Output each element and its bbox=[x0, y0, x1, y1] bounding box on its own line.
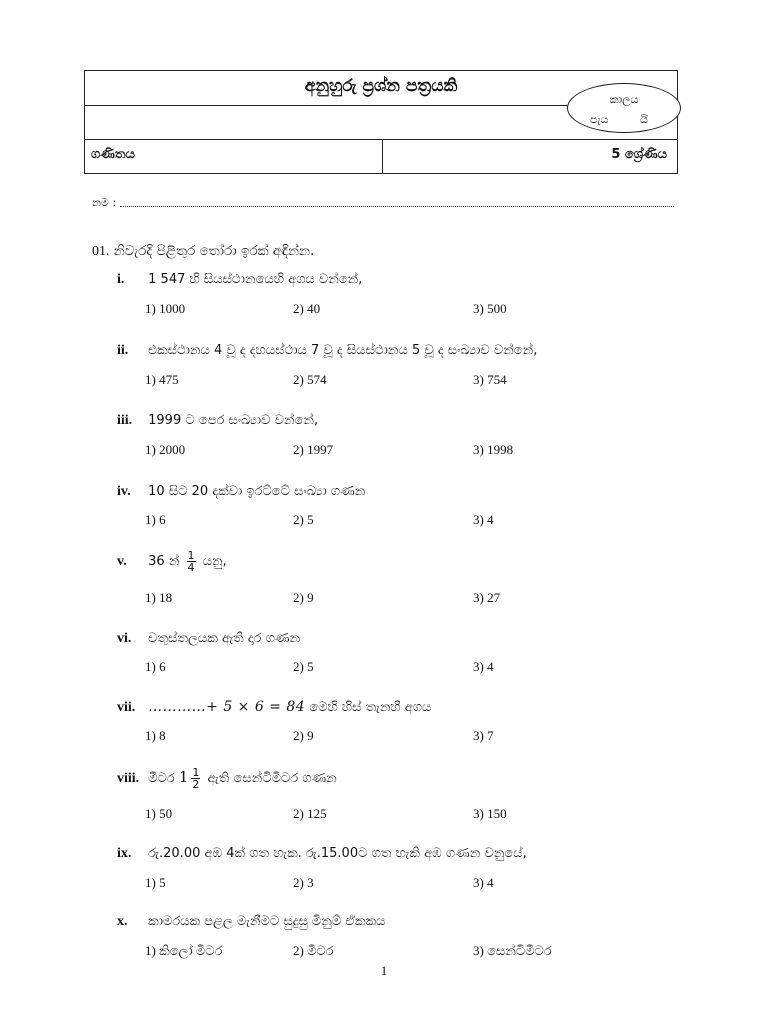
option-2[interactable]: 2) 9 bbox=[293, 728, 314, 743]
question-number: i. bbox=[117, 272, 125, 287]
name-dotted-line bbox=[120, 196, 674, 207]
subject-label: ගණිතය bbox=[91, 147, 135, 162]
question-text: 10 සිට 20 දක්වා ඉරට්ටේ සංඛ්‍යා ගණන bbox=[148, 484, 366, 499]
option-1[interactable]: 1) 2000 bbox=[145, 442, 186, 457]
fraction-denominator: 2 bbox=[192, 778, 200, 791]
option-2[interactable]: 2) 40 bbox=[293, 301, 321, 316]
section-number: 01. bbox=[92, 244, 110, 259]
option-2[interactable]: 2) 1997 bbox=[293, 442, 334, 457]
question-10 bbox=[117, 914, 717, 930]
header-box bbox=[84, 70, 678, 174]
question-number: x. bbox=[117, 914, 128, 929]
section-heading bbox=[92, 243, 314, 260]
name-label: නම : bbox=[92, 196, 117, 209]
question-1 bbox=[117, 272, 717, 288]
option-1[interactable]: 1) 6 bbox=[145, 512, 166, 527]
option-2[interactable]: 2) 5 bbox=[293, 659, 314, 674]
mixed-whole: 1 bbox=[178, 768, 189, 786]
time-unit: යි bbox=[640, 113, 648, 126]
question-text: එකස්ථානය 4 වූ ද දහයස්ථාය 7 වූ ද සියස්ථානය 5 වූ ද සංඛ්‍යාව වන්නේ, bbox=[148, 343, 538, 358]
question-text-after: යනු, bbox=[202, 554, 227, 569]
question-2 bbox=[117, 343, 717, 359]
page-number: 1 bbox=[380, 963, 388, 978]
question-number: v. bbox=[117, 554, 127, 569]
option-1[interactable]: 1) 475 bbox=[145, 372, 179, 387]
option-2[interactable]: 2) 3 bbox=[293, 875, 314, 890]
option-3[interactable]: 3) 27 bbox=[473, 590, 501, 605]
question-text: රු.20.00 අඹ 4ක් ගත හැක. රු.15.00ට ගත හැකි අඹ ගණන වනුයේ, bbox=[148, 846, 527, 861]
option-2[interactable]: 2) 574 bbox=[293, 372, 327, 387]
header-subject-row bbox=[85, 139, 677, 173]
option-1[interactable]: 1) 6 bbox=[145, 659, 166, 674]
time-hours: පැය bbox=[590, 113, 609, 126]
question-number: vi. bbox=[117, 631, 132, 646]
name-line bbox=[92, 196, 674, 210]
question-number: ii. bbox=[117, 343, 129, 358]
option-1[interactable]: 1) 1000 bbox=[145, 301, 186, 316]
question-text: චතුස්තලයක ඇති දාර ගණන bbox=[148, 631, 301, 646]
time-label: කාලය bbox=[609, 93, 639, 106]
question-number: iv. bbox=[117, 484, 131, 499]
question-number: iii. bbox=[117, 413, 133, 428]
option-2[interactable]: 2) 125 bbox=[293, 806, 327, 821]
fraction-numerator: 1 bbox=[192, 766, 200, 779]
option-3[interactable]: 3) 4 bbox=[473, 875, 494, 890]
question-number: viii. bbox=[117, 771, 140, 786]
option-2[interactable]: 2) 9 bbox=[293, 590, 314, 605]
question-5 bbox=[117, 550, 717, 573]
option-3[interactable]: 3) 500 bbox=[473, 301, 507, 316]
fraction-denominator: 4 bbox=[187, 561, 195, 574]
question-8 bbox=[117, 767, 717, 790]
question-text-after: ඇති සෙන්ටිමීටර ගණන bbox=[207, 771, 337, 786]
question-text-before: 36 න් bbox=[148, 554, 180, 569]
option-1[interactable]: 1) 18 bbox=[145, 590, 173, 605]
question-3 bbox=[117, 413, 717, 429]
option-3[interactable]: 3) 4 bbox=[473, 659, 494, 674]
question-4 bbox=[117, 484, 717, 500]
option-2[interactable]: 2) මීටර bbox=[293, 943, 334, 958]
question-text: කාමරයක පළල මැනීමට සුදුසු මිනුම් ඒකකය bbox=[148, 914, 386, 929]
header-divider bbox=[382, 139, 383, 173]
question-6 bbox=[117, 631, 717, 647]
question-text: 1999 ට පෙර සංඛ්‍යාව වන්නේ, bbox=[148, 413, 319, 428]
option-1[interactable]: 1) කිලෝ මීටර bbox=[145, 943, 223, 958]
fraction-numerator: 1 bbox=[187, 549, 195, 562]
fraction bbox=[187, 550, 196, 573]
question-number: ix. bbox=[117, 846, 132, 861]
option-1[interactable]: 1) 50 bbox=[145, 806, 173, 821]
option-3[interactable]: 3) 1998 bbox=[473, 442, 514, 457]
option-1[interactable]: 1) 8 bbox=[145, 728, 166, 743]
time-oval bbox=[567, 83, 681, 133]
option-3[interactable]: 3) සෙන්ටිමීටර bbox=[473, 943, 552, 958]
question-text: මෙහි හිස් තැනහි අගය bbox=[309, 700, 432, 715]
grade-label: 5 ශ්‍රේණිය bbox=[611, 147, 667, 162]
question-text-before: මීටර bbox=[148, 771, 175, 786]
option-3[interactable]: 3) 7 bbox=[473, 728, 494, 743]
math-expression: …………+ 5 × 6 = 84 bbox=[148, 699, 306, 715]
option-2[interactable]: 2) 5 bbox=[293, 512, 314, 527]
question-number: vii. bbox=[117, 700, 136, 715]
section-instruction: නිවැරදි පිළිතුර තෝරා ඉරක් අඳින්න. bbox=[113, 243, 315, 259]
question-7 bbox=[117, 699, 717, 716]
option-1[interactable]: 1) 5 bbox=[145, 875, 166, 890]
paper-title: අනුහුරු ප්‍රශ්න පත්‍රයකි bbox=[304, 76, 458, 96]
option-3[interactable]: 3) 150 bbox=[473, 806, 507, 821]
question-text: 1 547 හි සියස්ථානයෙහි අගය වන්නේ, bbox=[148, 272, 363, 287]
option-3[interactable]: 3) 4 bbox=[473, 512, 494, 527]
option-3[interactable]: 3) 754 bbox=[473, 372, 507, 387]
question-9 bbox=[117, 846, 717, 862]
fraction bbox=[191, 767, 200, 790]
